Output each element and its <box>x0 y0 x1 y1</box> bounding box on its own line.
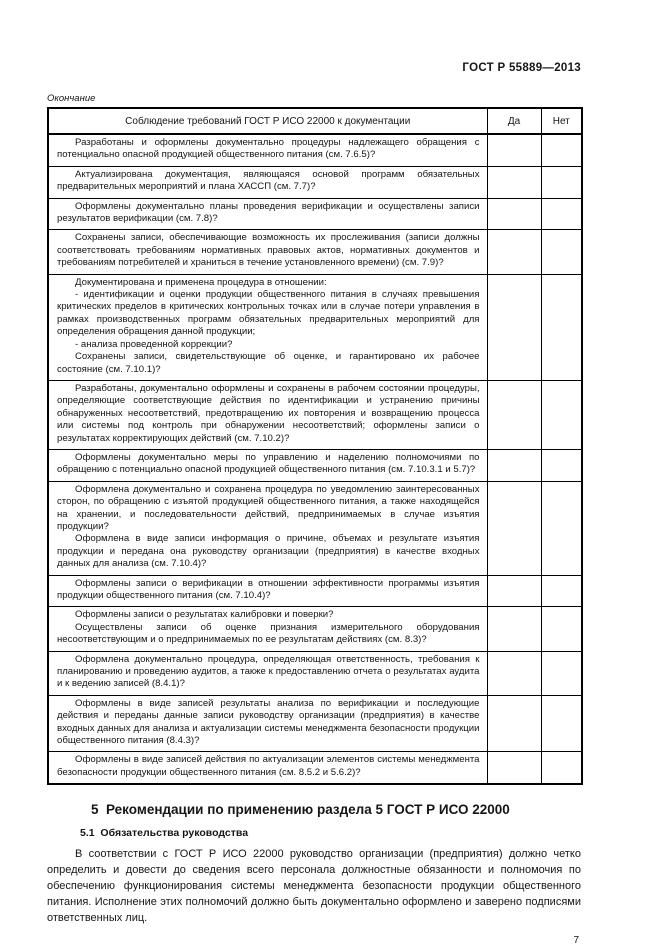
question-paragraph: Оформлены документально меры по управлению и наделению полномочиями по обращению с потенциально опасной продукцией общественного питания (см. 7.10.3.1 и 5.7)? <box>57 451 480 476</box>
yes-answer-cell <box>487 166 541 198</box>
yes-column-header: Да <box>487 108 541 134</box>
table-row <box>48 607 582 651</box>
no-answer-cell <box>541 230 582 274</box>
page-content <box>47 0 581 946</box>
no-answer-cell <box>541 198 582 230</box>
yes-answer-cell <box>487 274 541 380</box>
question-cell <box>48 695 487 752</box>
table-row <box>48 651 582 695</box>
table-row <box>48 274 582 380</box>
question-paragraph: Оформлена документально процедура, определяющая ответственность, требования к планированию и проведению аудитов, а также к предоставлению отчета о результатах аудита и к ведению записей (8.4.1)? <box>57 653 480 690</box>
no-answer-cell <box>541 651 582 695</box>
no-answer-cell <box>541 575 582 607</box>
question-cell <box>48 481 487 575</box>
yes-answer-cell <box>487 449 541 481</box>
table-row <box>48 134 582 166</box>
no-answer-cell <box>541 752 582 784</box>
no-answer-cell <box>541 695 582 752</box>
table-row <box>48 752 582 784</box>
document-number: ГОСТ Р 55889—2013 <box>462 62 581 74</box>
question-paragraph: Оформлена документально и сохранена процедура по уведомлению заинтересованных сторон, по обращению с изъятой продукцией общественного питания, а также находящейся на хранении, и последовательности действий, предпринимаемых в случае изъятия продукции? <box>57 483 480 532</box>
section-heading: 5 Рекомендации по применению раздела 5 ГОСТ Р ИСО 22000 <box>91 802 510 818</box>
question-paragraph: - анализа проведенной коррекции? <box>75 338 233 350</box>
question-paragraph: Оформлена в виде записи информация о причине, объемах и результате изъятия продукции и передана она руководству организации (предприятия) в качестве входных данных для анализа (см. 7.10.4)? <box>57 533 480 570</box>
question-column-header: Соблюдение требований ГОСТ Р ИСО 22000 к документации <box>48 108 487 134</box>
no-answer-cell <box>541 274 582 380</box>
table-row <box>48 198 582 230</box>
question-cell <box>48 752 487 784</box>
no-answer-cell <box>541 380 582 449</box>
table-row <box>48 575 582 607</box>
question-cell <box>48 607 487 651</box>
question-paragraph: Документирована и применена процедура в отношении: <box>75 276 327 288</box>
compliance-table-body <box>48 134 582 784</box>
table-row <box>48 380 582 449</box>
question-cell <box>48 166 487 198</box>
question-cell <box>48 651 487 695</box>
yes-answer-cell <box>487 134 541 166</box>
question-cell <box>48 575 487 607</box>
yes-answer-cell <box>487 651 541 695</box>
question-paragraph: Разработаны, документально оформлены и сохранены в рабочем состоянии процедуры, определяющие соответствующие действия по идентификации и устранению причины обнаруженных несоответствий, предотвращению их повторения и возвращению процесса или системы под контроль при обнаружении несоответствий; оформлены записи о результатах корректирующих действий (см. 7.10.2)? <box>57 382 480 444</box>
question-cell <box>48 380 487 449</box>
no-column-header: Нет <box>541 108 582 134</box>
yes-answer-cell <box>487 752 541 784</box>
table-row <box>48 695 582 752</box>
yes-answer-cell <box>487 380 541 449</box>
compliance-table <box>47 107 583 785</box>
table-row <box>48 166 582 198</box>
question-paragraph: Сохранены записи, обеспечивающие возможность их прослеживания (записи должны соответствовать требованиям нормативных правовых актов, нормативных документов и требованиям потребителей и храниться в течение установленного времени) (см. 7.9)? <box>57 232 480 269</box>
table-row <box>48 449 582 481</box>
yes-answer-cell <box>487 230 541 274</box>
table-continuation-label: Окончание <box>47 93 96 104</box>
page-number: 7 <box>573 935 579 946</box>
no-answer-cell <box>541 449 582 481</box>
question-paragraph: Оформлены записи о верификации в отношении эффективности программы изъятия продукции общественного питания (см. 7.10.4)? <box>57 577 480 601</box>
table-row <box>48 481 582 575</box>
question-paragraph: Оформлены документально планы проведения верификации и осуществлены записи результатов верификации (см. 7.8)? <box>57 200 480 225</box>
question-paragraph: Актуализирована документация, являющаяся основой программ обязательных предварительных мероприятий и плана ХАССП (см. 7.7)? <box>57 168 480 193</box>
yes-answer-cell <box>487 481 541 575</box>
question-paragraph: Оформлены в виде записей результаты анализа по верификации и последующие действия и переданы данные записи руководству организации (предприятия) в качестве входных данных для анализа и актуализации системы менеджмента безопасности продукции общественного питания (8.4.3)? <box>57 697 480 747</box>
yes-answer-cell <box>487 198 541 230</box>
section-paragraph: В соответствии с ГОСТ Р ИСО 22000 руководство организации (предприятия) должно четко определить и довести до сведения всего персонала должностные обязанности и полномочия по обеспечению функционирования системы менеджмента безопасности продукции общественного питания. Исполнение этих полномочий должно быть документально оформлено и заверено подписями ответственных лиц. <box>47 848 581 925</box>
yes-answer-cell <box>487 607 541 651</box>
no-answer-cell <box>541 481 582 575</box>
subsection-heading: 5.1 Обязательства руководства <box>80 827 249 840</box>
question-paragraph: Осуществлены записи об оценке признания измерительного оборудования несоответствующим и о предпринимаемых по ее результатам действиях (см. 8.3)? <box>57 621 480 646</box>
question-paragraph: Сохранены записи, свидетельствующие об оценке, и гарантировано их рабочее состояние (см. 7.10.1)? <box>57 351 480 375</box>
question-cell <box>48 198 487 230</box>
question-cell <box>48 274 487 380</box>
table-row <box>48 230 582 274</box>
question-paragraph: Разработаны и оформлены документально процедуры надлежащего обращения с потенциально опасной продукцией общественного питания (см. 7.6.5)? <box>57 137 480 161</box>
no-answer-cell <box>541 134 582 166</box>
question-cell <box>48 449 487 481</box>
compliance-table-header <box>48 108 582 134</box>
no-answer-cell <box>541 166 582 198</box>
question-cell <box>48 134 487 166</box>
question-cell <box>48 230 487 274</box>
header-row <box>48 108 582 134</box>
question-paragraph: Оформлены записи о результатах калибровки и поверки? <box>75 609 334 621</box>
question-paragraph: Оформлены в виде записей действия по актуализации элементов системы менеджмента безопасности продукции общественного питания (см. 8.5.2 и 5.6.2)? <box>57 754 480 778</box>
question-paragraph: - идентификации и оценки продукции общественного питания в случаях превышения критических пределов в критических контрольных точках или в случае потери управления в рамках производственных программ обязательных предварительных мероприятий для определения обращения данной продукции; <box>57 289 480 338</box>
yes-answer-cell <box>487 695 541 752</box>
yes-answer-cell <box>487 575 541 607</box>
no-answer-cell <box>541 607 582 651</box>
